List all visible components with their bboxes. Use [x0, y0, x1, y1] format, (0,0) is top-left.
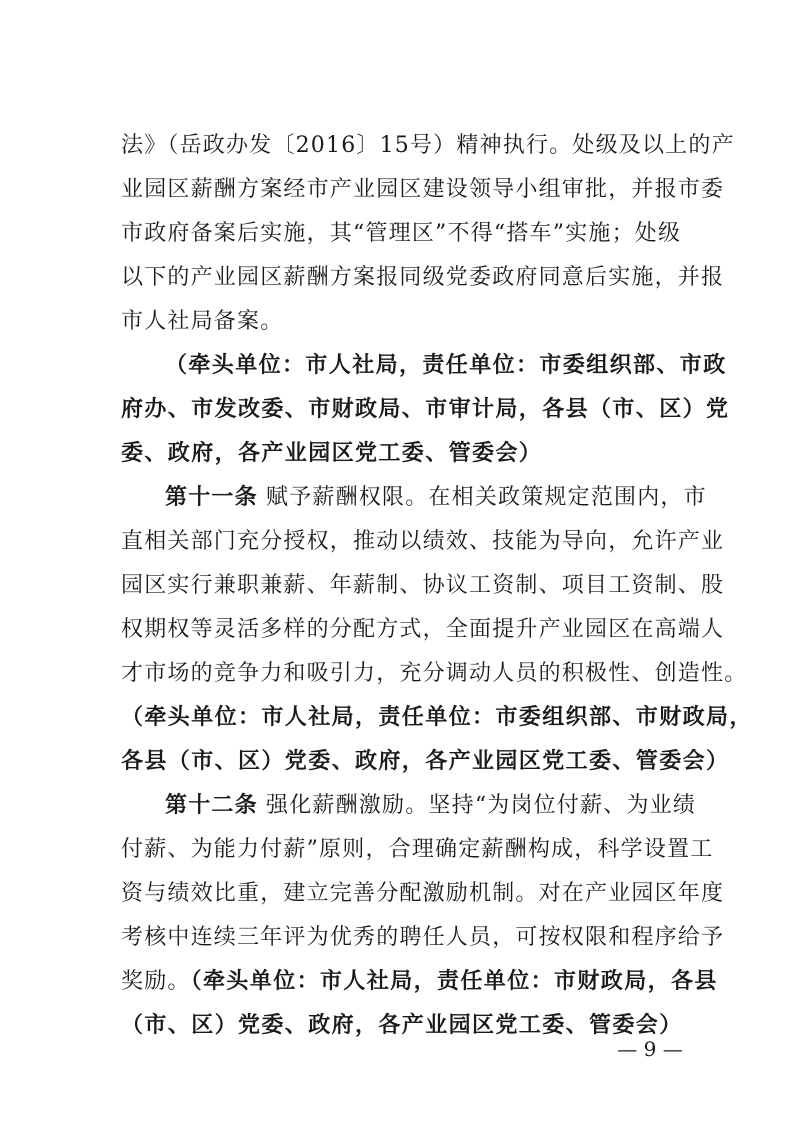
article-11-heading: 第十一条 — [165, 485, 258, 510]
responsibility-note: （市、区）党委、政府，各产业园区党工委、管委会） — [121, 1013, 683, 1038]
body-text: 奖励。 — [121, 969, 191, 994]
responsibility-note: 各县（市、区）党委、政府，各产业园区党工委、管委会） — [121, 749, 730, 774]
body-line: 资与绩效比重，建立完善分配激励机制。对在产业园区年度 — [121, 881, 725, 906]
body-line: 付薪、为能力付薪”原则，合理确定薪酬构成，科学设置工 — [121, 837, 714, 862]
responsibility-note: 府办、市发改委、市财政局、市审计局，各县（市、区）党 — [121, 397, 730, 422]
article-11-line — [165, 478, 707, 518]
article-12-heading: 第十二条 — [165, 793, 258, 818]
body-line: 市政府备案后实施，其“管理区”不得“搭车”实施；处级 — [121, 221, 682, 246]
body-line: 法》（岳政办发〔2016〕15号）精神执行。处级及以上的产 — [121, 133, 735, 158]
responsibility-note: （牵头单位：市人社局，责任单位：市委组织部、市财政局， — [121, 705, 753, 730]
article-12-line — [165, 786, 697, 826]
body-line — [121, 962, 718, 1002]
body-line: 市人社局备案。 — [121, 309, 284, 334]
responsibility-note: 委、政府，各产业园区党工委、管委会） — [121, 441, 543, 466]
responsibility-note: （牵头单位：市人社局，责任单位：市委组织部、市政 — [165, 353, 727, 378]
body-line: 考核中连续三年评为优秀的聘任人员，可按权限和程序给予 — [121, 925, 725, 950]
body-line: 园区实行兼职兼薪、年薪制、协议工资制、项目工资制、股 — [121, 573, 725, 598]
page-number: — 9 — — [617, 1037, 683, 1061]
body-line: 业园区薪酬方案经市产业园区建设领导小组审批，并报市委 — [121, 177, 725, 202]
article-12-text: 强化薪酬激励。坚持“为岗位付薪、为业绩 — [266, 793, 697, 818]
body-line: 权期权等灵活多样的分配方式，全面提升产业园区在高端人 — [121, 617, 725, 642]
article-11-text: 赋予薪酬权限。在相关政策规定范围内，市 — [266, 485, 707, 510]
body-line: 才市场的竞争力和吸引力，充分调动人员的积极性、创造性。 — [121, 661, 748, 686]
body-line: 直相关部门充分授权，推动以绩效、技能为导向，允许产业 — [121, 529, 725, 554]
body-line: 以下的产业园区薪酬方案报同级党委政府同意后实施，并报 — [121, 265, 725, 290]
responsibility-note: （牵头单位：市人社局，责任单位：市财政局，各县 — [190, 969, 718, 994]
